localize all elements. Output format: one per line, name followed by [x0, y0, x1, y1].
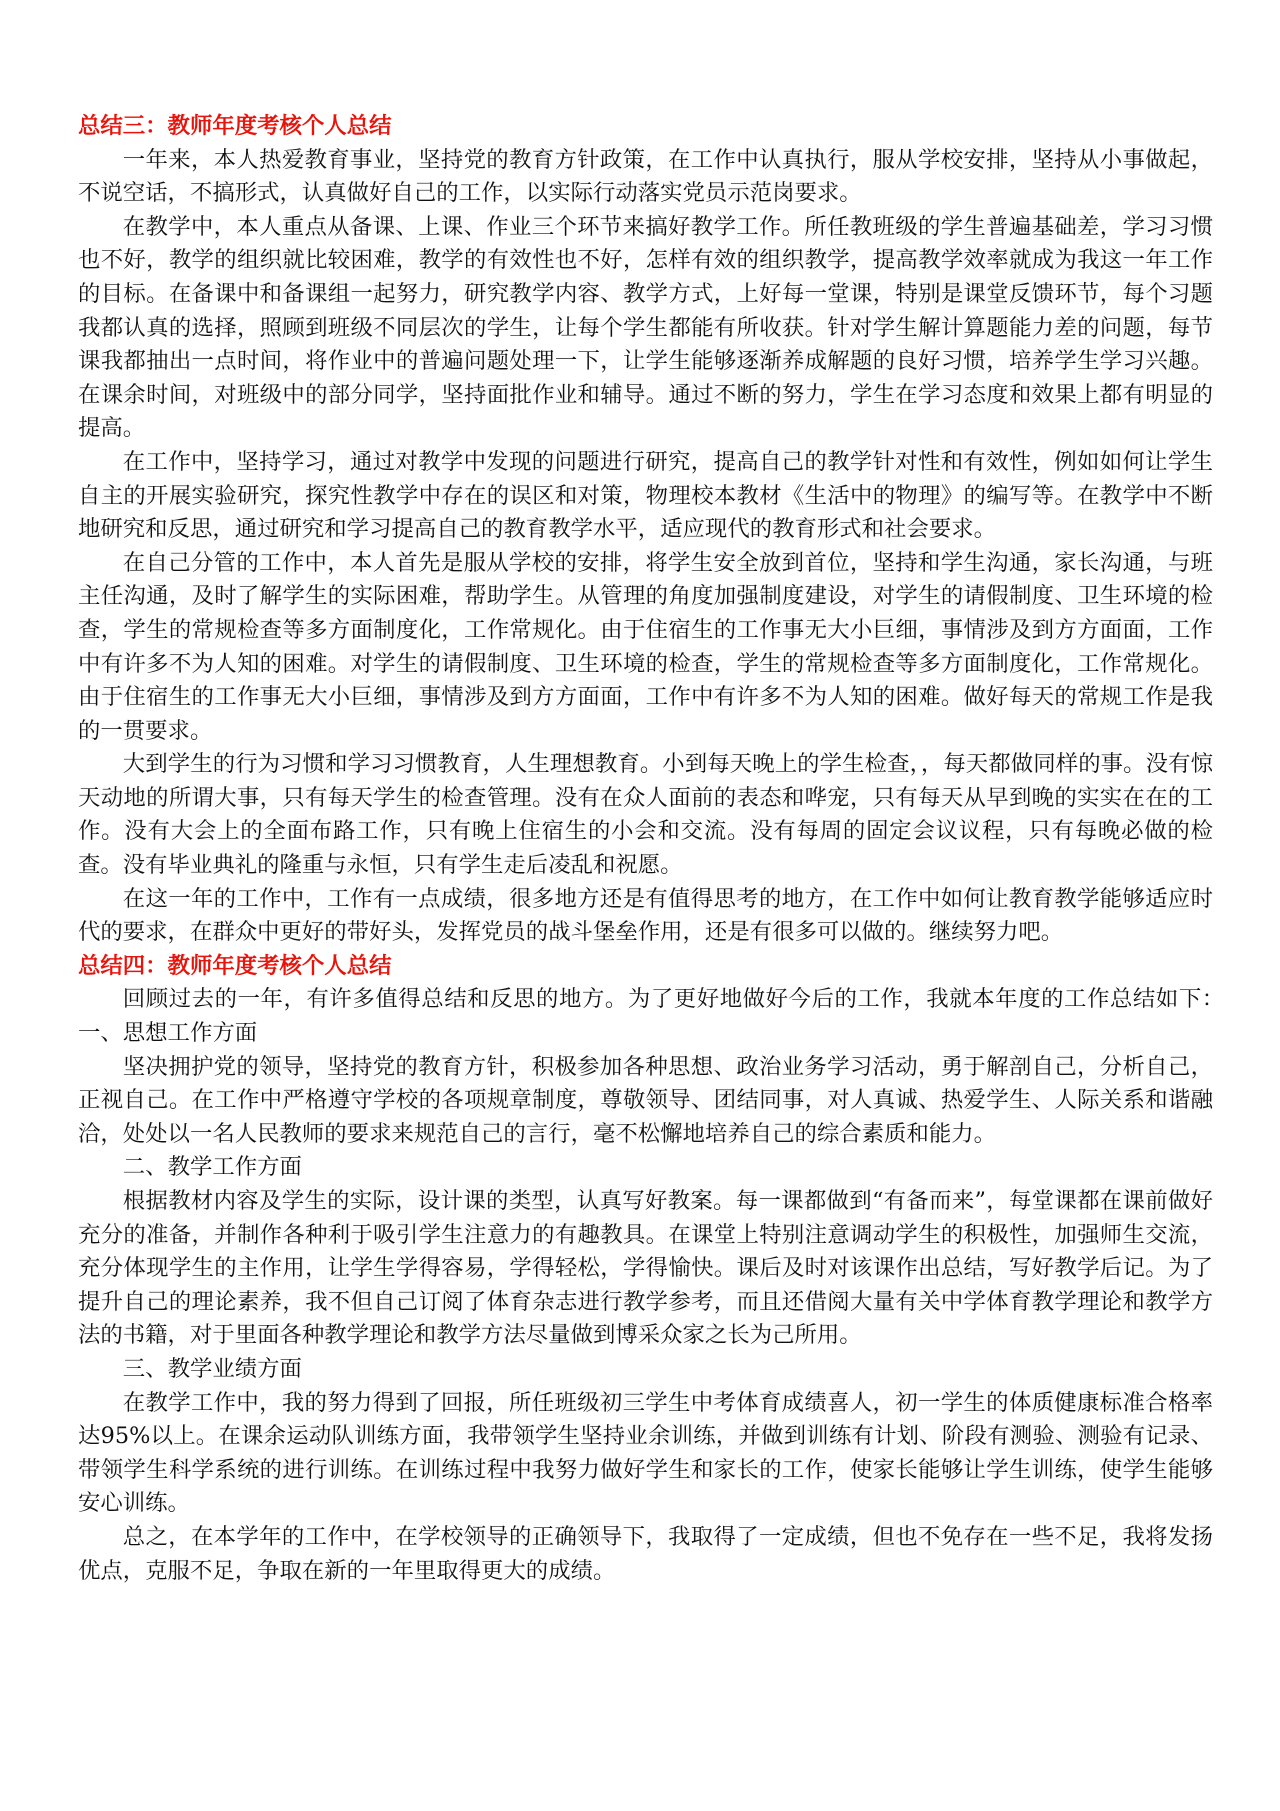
section-3-heading: 总结三：教师年度考核个人总结: [78, 113, 392, 139]
section-4-results-paragraph: 在教学工作中，我的努力得到了回报，所任班级初三学生中考体育成绩喜人，初一学生的体质健康标准合格率达95%以上。在课余运动队训练方面，我带领学生坚持业余训练，并做到训练有计划、阶段有测验、测验有记录、带领学生科学系统的进行训练。在训练过程中我努力做好学生和家长的工作，使家长能够让学生训练，使学生能够安心训练。: [78, 1389, 1213, 1517]
section-4-results-subheading: 三、教学业绩方面: [122, 1355, 302, 1382]
section-4-teaching-paragraph: 根据教材内容及学生的实际，设计课的类型，认真写好教案。每一课都做到“有备而来”，每堂课都在课前做好充分的准备，并制作各种利于吸引学生注意力的有趣教具。在课堂上特别注意调动学生的积极性，加强师生交流，充分体现学生的主作用，让学生学得容易，学得轻松，学得愉快。课后及时对该课作出总结，写好教学后记。为了提升自己的理论素养，我不但自己订阅了体育杂志进行教学参考，而且还借阅大量有关中学体育教学理论和教学方法的书籍，对于里面各种教学理论和教学方法尽量做到博采众家之长为己所用。: [78, 1188, 1213, 1349]
section-3-paragraph-1: 一年来，本人热爱教育事业，坚持党的教育方针政策，在工作中认真执行，服从学校安排，坚持从小事做起，不说空话，不搞形式，认真做好自己的工作，以实际行动落实党员示范岗要求。: [78, 146, 1213, 207]
section-4-heading: 总结四：教师年度考核个人总结: [78, 952, 392, 979]
section-3-paragraph-6: 在这一年的工作中，工作有一点成绩，很多地方还是有值得思考的地方，在工作中如何让教育教学能够适应时代的要求，在群众中更好的带好头，发挥党员的战斗堡垒作用，还是有很多可以做的。继续努力吧。: [78, 885, 1213, 946]
section-4-intro: 回顾过去的一年，有许多值得总结和反思的地方。为了更好地做好今后的工作，我就本年度的工作总结如下： 一、思想工作方面: [78, 986, 1280, 1047]
document-page: [78, 110, 1280, 1588]
section-4-thought-paragraph: 坚决拥护党的领导，坚持党的教育方针，积极参加各种思想、政治业务学习活动，勇于解剖自己，分析自己，正视自己。在工作中严格遵守学校的各项规章制度，尊敬领导、团结同事，对人真诚、热爱学生、人际关系和谐融洽，处处以一名人民教师的要求来规范自己的言行，毫不松懈地培养自己的综合素质和能力。: [78, 1053, 1213, 1147]
section-3-paragraph-3: 在工作中，坚持学习，通过对教学中发现的问题进行研究，提高自己的教学针对性和有效性，例如如何让学生自主的开展实验研究，探究性教学中存在的误区和对策，物理校本教材《生活中的物理》的编写等。在教学中不断地研究和反思，通过研究和学习提高自己的教育教学水平，适应现代的教育形式和社会要求。: [78, 448, 1213, 543]
section-4-teaching-subheading: 二、教学工作方面: [122, 1154, 302, 1181]
section-4-summary-paragraph: 总之，在本学年的工作中，在学校领导的正确领导下，我取得了一定成绩，但也不免存在一些不足，我将发扬优点，克服不足，争取在新的一年里取得更大的成绩。: [78, 1523, 1213, 1584]
section-3-paragraph-4: 在自己分管的工作中，本人首先是服从学校的安排，将学生安全放到首位，坚持和学生沟通，家长沟通，与班主任沟通，及时了解学生的实际困难，帮助学生。从管理的角度加强制度建设，对学生的请假制度、卫生环境的检查，学生的常规检查等多方面制度化，工作常规化。由于住宿生的工作事无大小巨细，事情涉及到方方面面，工作中有许多不为人知的困难。对学生的请假制度、卫生环境的检查，学生的常规检查等多方面制度化，工作常规化。由于住宿生的工作事无大小巨细，事情涉及到方方面面，工作中有许多不为人知的困难。做好每天的常规工作是我的一贯要求。: [78, 549, 1213, 744]
section-3-paragraph-2: 在教学中，本人重点从备课、上课、作业三个环节来搞好教学工作。所任教班级的学生普遍基础差，学习习惯也不好，教学的组织就比较困难，教学的有效性也不好，怎样有效的组织教学，提高教学效率就成为我这一年工作的目标。在备课中和备课组一起努力，研究教学内容、教学方式，上好每一堂课，特别是课堂反馈环节，每个习题我都认真的选择，照顾到班级不同层次的学生，让每个学生都能有所收获。针对学生解计算题能力差的问题，每节课我都抽出一点时间，将作业中的普遍问题处理一下，让学生能够逐渐养成解题的良好习惯，培养学生学习兴趣。在课余时间，对班级中的部分同学，坚持面批作业和辅导。通过不断的努力，学生在学习态度和效果上都有明显的提高。: [78, 213, 1213, 442]
section-3-paragraph-5: 大到学生的行为习惯和学习习惯教育，人生理想教育。小到每天晚上的学生检查，，每天都做同样的事。没有惊天动地的所谓大事，只有每天学生的检查管理。没有在众人面前的表态和哗宠，只有每天从早到晚的实实在在的工作。没有大会上的全面布路工作，只有晚上住宿生的小会和交流。没有每周的固定会议议程，只有每晚必做的检查。没有毕业典礼的隆重与永恒，只有学生走后凌乱和祝愿。: [78, 751, 1213, 879]
